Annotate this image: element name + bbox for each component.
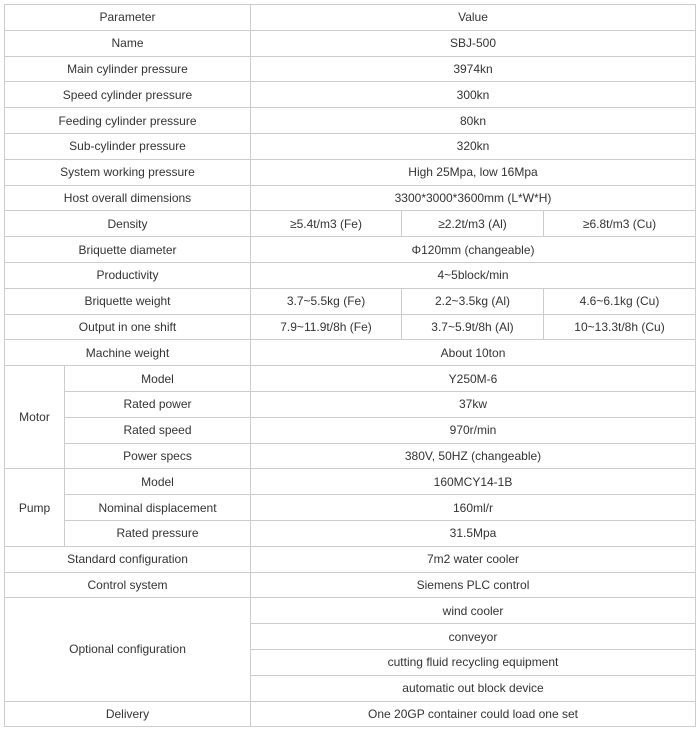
param-label: Output in one shift [5,314,251,340]
param-label: Feeding cylinder pressure [5,108,251,134]
table-row [5,133,696,159]
param-value-al: ≥2.2t/m3 (Al) [402,211,544,237]
optional-item: conveyor [251,624,696,650]
param-label: Main cylinder pressure [5,56,251,82]
header-parameter: Parameter [5,5,251,31]
table-row [5,159,696,185]
table-row [5,417,696,443]
table-row [5,520,696,546]
param-value-al: 2.2~3.5kg (Al) [402,288,544,314]
param-value-al: 3.7~5.9t/8h (Al) [402,314,544,340]
table-header-row [5,5,696,31]
param-label: Machine weight [5,340,251,366]
table-row [5,237,696,263]
param-value: About 10ton [251,340,696,366]
table-row [5,82,696,108]
param-label: Speed cylinder pressure [5,82,251,108]
param-label: Nominal displacement [65,495,251,521]
param-value: Y250M-6 [251,366,696,392]
param-value-cu: 10~13.3t/8h (Cu) [544,314,696,340]
param-value: Siemens PLC control [251,572,696,598]
param-label: Power specs [65,443,251,469]
param-value: 380V, 50HZ (changeable) [251,443,696,469]
optional-item: automatic out block device [251,675,696,701]
pump-group-label: Pump [5,469,65,546]
spec-table [4,4,696,727]
param-value-fe: 3.7~5.5kg (Fe) [251,288,402,314]
param-label: Briquette weight [5,288,251,314]
param-label: Rated power [65,391,251,417]
table-row [5,30,696,56]
param-label: Standard configuration [5,546,251,572]
param-label: Briquette diameter [5,237,251,263]
param-value-cu: ≥6.8t/m3 (Cu) [544,211,696,237]
param-value: 970r/min [251,417,696,443]
param-value-fe: ≥5.4t/m3 (Fe) [251,211,402,237]
param-label: Sub-cylinder pressure [5,133,251,159]
header-value: Value [251,5,696,31]
param-label: Model [65,366,251,392]
table-row [5,701,696,727]
table-row [5,314,696,340]
param-value: 320kn [251,133,696,159]
optional-item: cutting fluid recycling equipment [251,649,696,675]
table-row [5,469,696,495]
table-row [5,546,696,572]
param-value: Φ120mm (changeable) [251,237,696,263]
table-row [5,56,696,82]
param-value-fe: 7.9~11.9t/8h (Fe) [251,314,402,340]
param-label: Delivery [5,701,251,727]
param-value: 4~5block/min [251,262,696,288]
param-label: Name [5,30,251,56]
table-row [5,108,696,134]
param-label: Rated pressure [65,520,251,546]
param-label: System working pressure [5,159,251,185]
table-row [5,443,696,469]
param-label: Productivity [5,262,251,288]
table-row [5,598,696,624]
param-label: Host overall dimensions [5,185,251,211]
param-label: Model [65,469,251,495]
param-value: 160ml/r [251,495,696,521]
table-row [5,391,696,417]
param-value: 37kw [251,391,696,417]
param-value: 31.5Mpa [251,520,696,546]
param-value: 160MCY14-1B [251,469,696,495]
param-value: High 25Mpa, low 16Mpa [251,159,696,185]
param-value: 300kn [251,82,696,108]
motor-group-label: Motor [5,366,65,469]
table-row [5,572,696,598]
param-value: 3974kn [251,56,696,82]
param-label: Density [5,211,251,237]
param-value: 3300*3000*3600mm (L*W*H) [251,185,696,211]
param-value: 80kn [251,108,696,134]
table-row [5,288,696,314]
optional-item: wind cooler [251,598,696,624]
table-row [5,262,696,288]
table-row [5,211,696,237]
table-row [5,340,696,366]
param-value: SBJ-500 [251,30,696,56]
table-row [5,366,696,392]
param-value: One 20GP container could load one set [251,701,696,727]
table-row [5,185,696,211]
param-label: Control system [5,572,251,598]
param-value-cu: 4.6~6.1kg (Cu) [544,288,696,314]
param-value: 7m2 water cooler [251,546,696,572]
optional-configuration-label: Optional configuration [5,598,251,701]
param-label: Rated speed [65,417,251,443]
table-row [5,495,696,521]
